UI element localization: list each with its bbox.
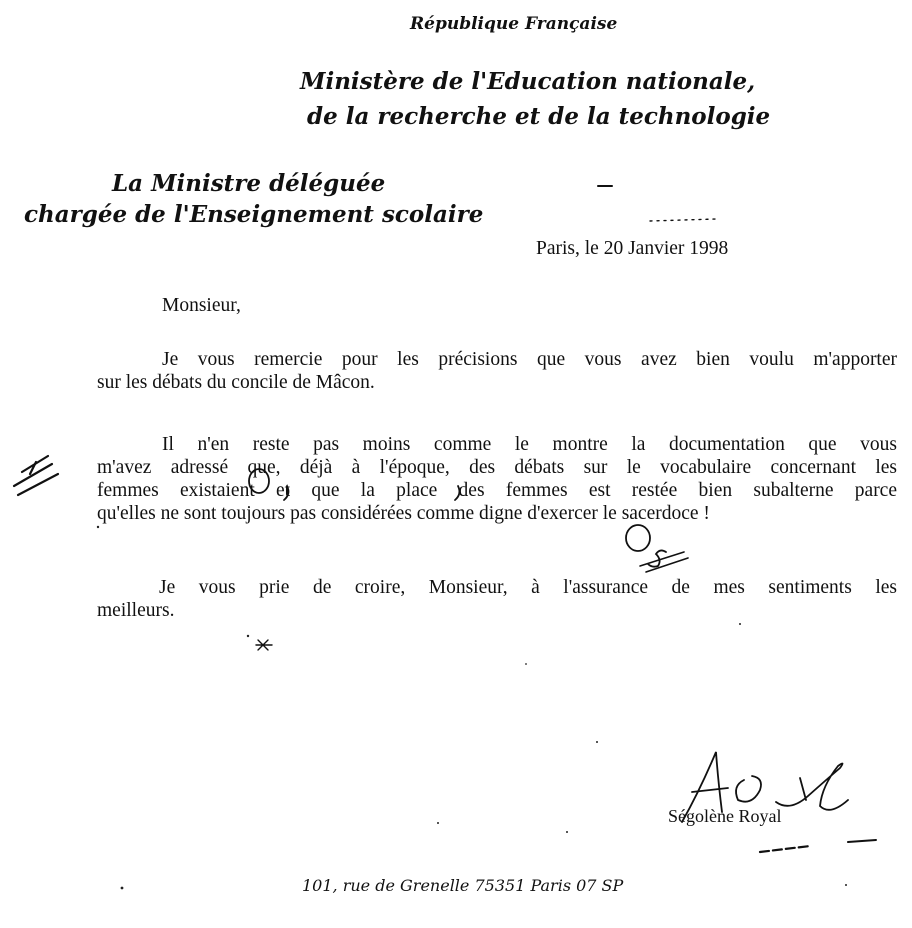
sender-title-line-2: chargée de l'Enseignement scolaire <box>24 201 484 228</box>
republic-heading: République Française <box>410 14 618 34</box>
scan-noise <box>97 526 847 890</box>
footer-address: 101, rue de Grenelle 75351 Paris 07 SP <box>302 876 624 895</box>
letter-date: Paris, le 20 Janvier 1998 <box>536 238 729 259</box>
paragraph-thanks-line-1: Je vous remercie pour les précisions que vous avez bien voulu m'apporter <box>162 349 897 370</box>
paragraph-closing-line-2: meilleurs. <box>97 600 175 621</box>
ministry-line-2: de la recherche et de la technologie <box>307 103 771 130</box>
paragraph-body-line-1: Il n'en reste pas moins comme le montre la documentation que vous <box>162 434 897 455</box>
correction-comma-1 <box>284 486 288 500</box>
margin-annotation-icon <box>14 456 58 495</box>
paragraph-thanks-line-2: sur les débats du concile de Mâcon. <box>97 372 375 393</box>
paragraph-closing-line-1: Je vous prie de croire, Monsieur, à l'assurance de mes sentiments les <box>159 577 897 598</box>
sender-title-line-1: La Ministre déléguée <box>112 170 386 197</box>
ministry-line-1: Ministère de l'Education nationale, <box>300 68 756 95</box>
signatory-name: Ségolène Royal <box>668 806 782 826</box>
correction-underline <box>640 552 688 572</box>
paragraph-body-line-3: femmes existaient et que la place des femmes est restée bien subalterne parce <box>97 480 897 501</box>
paragraph-body-line-4: qu'elles ne sont toujours pas considérées comme digne d'exercer le sacerdoce ! <box>97 503 710 524</box>
paragraph-body-line-2: m'avez adressé que, déjà à l'époque, des débats sur le vocabulaire concernant les <box>97 457 897 478</box>
salutation: Monsieur, <box>162 295 241 316</box>
correction-circle-2 <box>626 525 650 551</box>
signature-icon <box>682 752 848 822</box>
correction-circle-1 <box>249 469 269 493</box>
correction-comma-2 <box>455 486 459 500</box>
